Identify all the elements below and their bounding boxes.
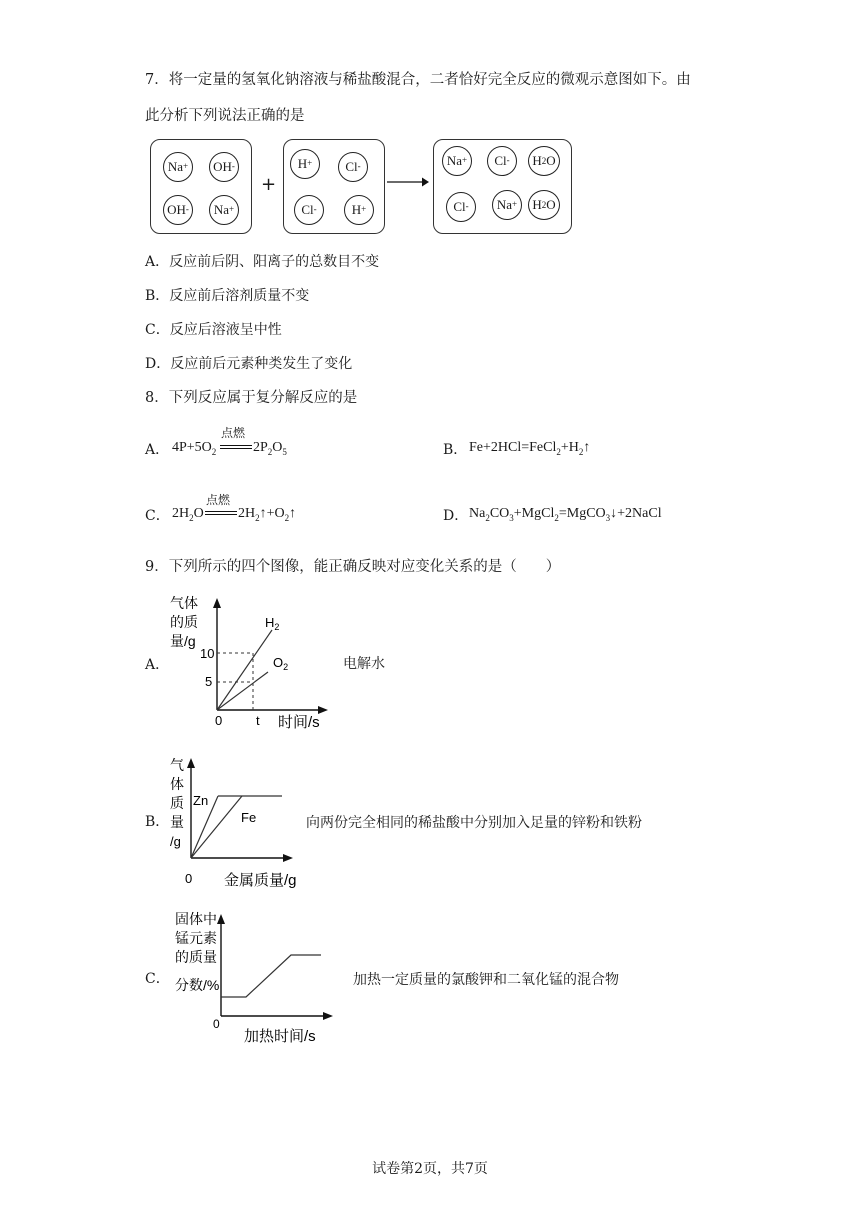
reactant-box-naoh xyxy=(150,139,252,234)
ion-na-plus: Na + xyxy=(163,152,193,182)
q9-option-b-label: B． xyxy=(145,814,170,830)
q7-option-c: C．反应后溶液呈中性 xyxy=(145,322,282,338)
q8-option-c-products: $2H_2↑+O_2↑$ xyxy=(238,506,297,523)
graph-a-ylabel-line1: 气体 xyxy=(170,595,198,611)
ion-cl-minus: Cl - xyxy=(338,152,368,182)
q8-option-c-condition: 点燃 xyxy=(206,493,231,507)
graph-c-curve xyxy=(221,955,321,997)
ion-cl-minus: Cl - xyxy=(446,192,476,222)
graph-a-electrolysis xyxy=(160,590,340,740)
q7-stem-line1: 7．将一定量的氢氧化钠溶液与稀盐酸混合，二者恰好完全反应的微观示意图如下。由 xyxy=(145,72,691,88)
plus-sign: + xyxy=(261,174,277,195)
ion-cl-minus: Cl - xyxy=(294,195,324,225)
ion-h-plus: H + xyxy=(290,149,320,179)
graph-b-origin: 0 xyxy=(185,871,193,886)
graph-a-ytick-10: 10 xyxy=(200,646,215,661)
ion-na-plus: Na + xyxy=(492,190,522,220)
graph-a-o2-line xyxy=(217,672,268,710)
graph-c-ylabel-1: 固体中 xyxy=(175,911,217,927)
graph-b-ylabel-4: 量 xyxy=(170,814,184,830)
q9-option-b-desc: 向两份完全相同的稀盐酸中分别加入足量的锌粉和铁粉 xyxy=(306,815,642,831)
graph-a-ytick-5: 5 xyxy=(205,674,213,689)
ion-oh-minus: OH - xyxy=(209,152,239,182)
graph-a-origin: 0 xyxy=(215,713,223,728)
graph-b-metal-acid xyxy=(160,752,310,892)
ion-h-plus: H + xyxy=(344,195,374,225)
ion-cl-minus: Cl - xyxy=(487,146,517,176)
reaction-arrow xyxy=(386,176,430,188)
q9-option-a-desc: 电解水 xyxy=(343,656,385,672)
graph-c-mn-fraction xyxy=(165,904,335,1050)
page-footer: 试卷第2页，共7页 xyxy=(372,1161,488,1177)
q8-option-b-label: B． xyxy=(443,442,468,458)
graph-a-ylabel-line3: 量/g xyxy=(170,633,196,649)
ion-na-plus: Na + xyxy=(442,146,472,176)
q7-option-b: B．反应前后溶剂质量不变 xyxy=(145,288,310,304)
molecule-h2o: H 2 O xyxy=(528,146,560,176)
graph-a-t-tick: t xyxy=(256,713,260,728)
q8-option-a-products: $2P_2O_5$ xyxy=(253,440,287,457)
q8-stem: 8．下列反应属于复分解反应的是 xyxy=(145,390,358,406)
q8-option-a-condition: 点燃 xyxy=(221,426,246,440)
product-box xyxy=(433,139,572,234)
graph-b-ylabel-3: 质 xyxy=(170,795,184,811)
q9-option-c-label: C． xyxy=(145,971,170,987)
q8-option-d-equation: $Na_2CO_3+MgCl_2=MgCO_3↓+2NaCl$ xyxy=(469,506,662,523)
graph-a-xlabel: 时间/s xyxy=(278,714,320,731)
graph-c-ylabel-2: 锰元素 xyxy=(175,930,217,946)
graph-c-origin: 0 xyxy=(213,1017,220,1031)
q8-option-c-equals xyxy=(205,511,237,515)
reactant-box-hcl xyxy=(283,139,385,234)
q8-option-c-label: C． xyxy=(145,508,170,524)
graph-b-ylabel-1: 气 xyxy=(170,757,184,773)
q9-option-c-desc: 加热一定质量的氯酸钾和二氧化锰的混合物 xyxy=(353,972,619,988)
q8-option-d-label: D． xyxy=(443,508,469,524)
graph-c-ylabel-4: 分数/% xyxy=(175,977,220,993)
graph-a-o2-label: $O_2$ xyxy=(273,655,289,672)
q8-option-b-equation: $Fe+2HCl=FeCl_2+H_2↑$ xyxy=(469,440,591,457)
graph-b-xlabel: 金属质量/g xyxy=(224,872,297,889)
q9-stem: 9．下列所示的四个图像，能正确反映对应变化关系的是（ ） xyxy=(145,559,561,575)
q8-option-a-reactants: $4P+5O_2$ xyxy=(172,440,217,457)
graph-b-ylabel-2: 体 xyxy=(170,776,184,792)
q7-stem-line2: 此分析下列说法正确的是 xyxy=(145,108,305,124)
graph-a-h2-label: $H_2$ xyxy=(265,615,280,632)
q8-option-a-equals xyxy=(220,445,252,449)
ion-oh-minus: OH - xyxy=(163,195,193,225)
q8-option-c-reactants: $2H_2O$ xyxy=(172,506,204,523)
q9-option-a-label: A． xyxy=(145,657,170,673)
graph-c-xlabel: 加热时间/s xyxy=(244,1028,316,1045)
graph-a-h2-line xyxy=(217,630,272,710)
graph-b-zn-label: Zn xyxy=(193,793,209,808)
molecule-h2o: H 2 O xyxy=(528,190,560,220)
graph-c-ylabel-3: 的质量 xyxy=(175,949,217,965)
q7-option-a: A．反应前后阴、阳离子的总数目不变 xyxy=(145,254,380,270)
graph-b-fe-label: Fe xyxy=(241,810,257,825)
graph-b-ylabel-5: /g xyxy=(170,834,181,849)
q8-option-a-label: A． xyxy=(145,442,170,458)
graph-a-ylabel-line2: 的质 xyxy=(170,614,198,630)
ion-na-plus: Na + xyxy=(209,195,239,225)
q7-option-d: D．反应前后元素种类发生了变化 xyxy=(145,356,353,372)
